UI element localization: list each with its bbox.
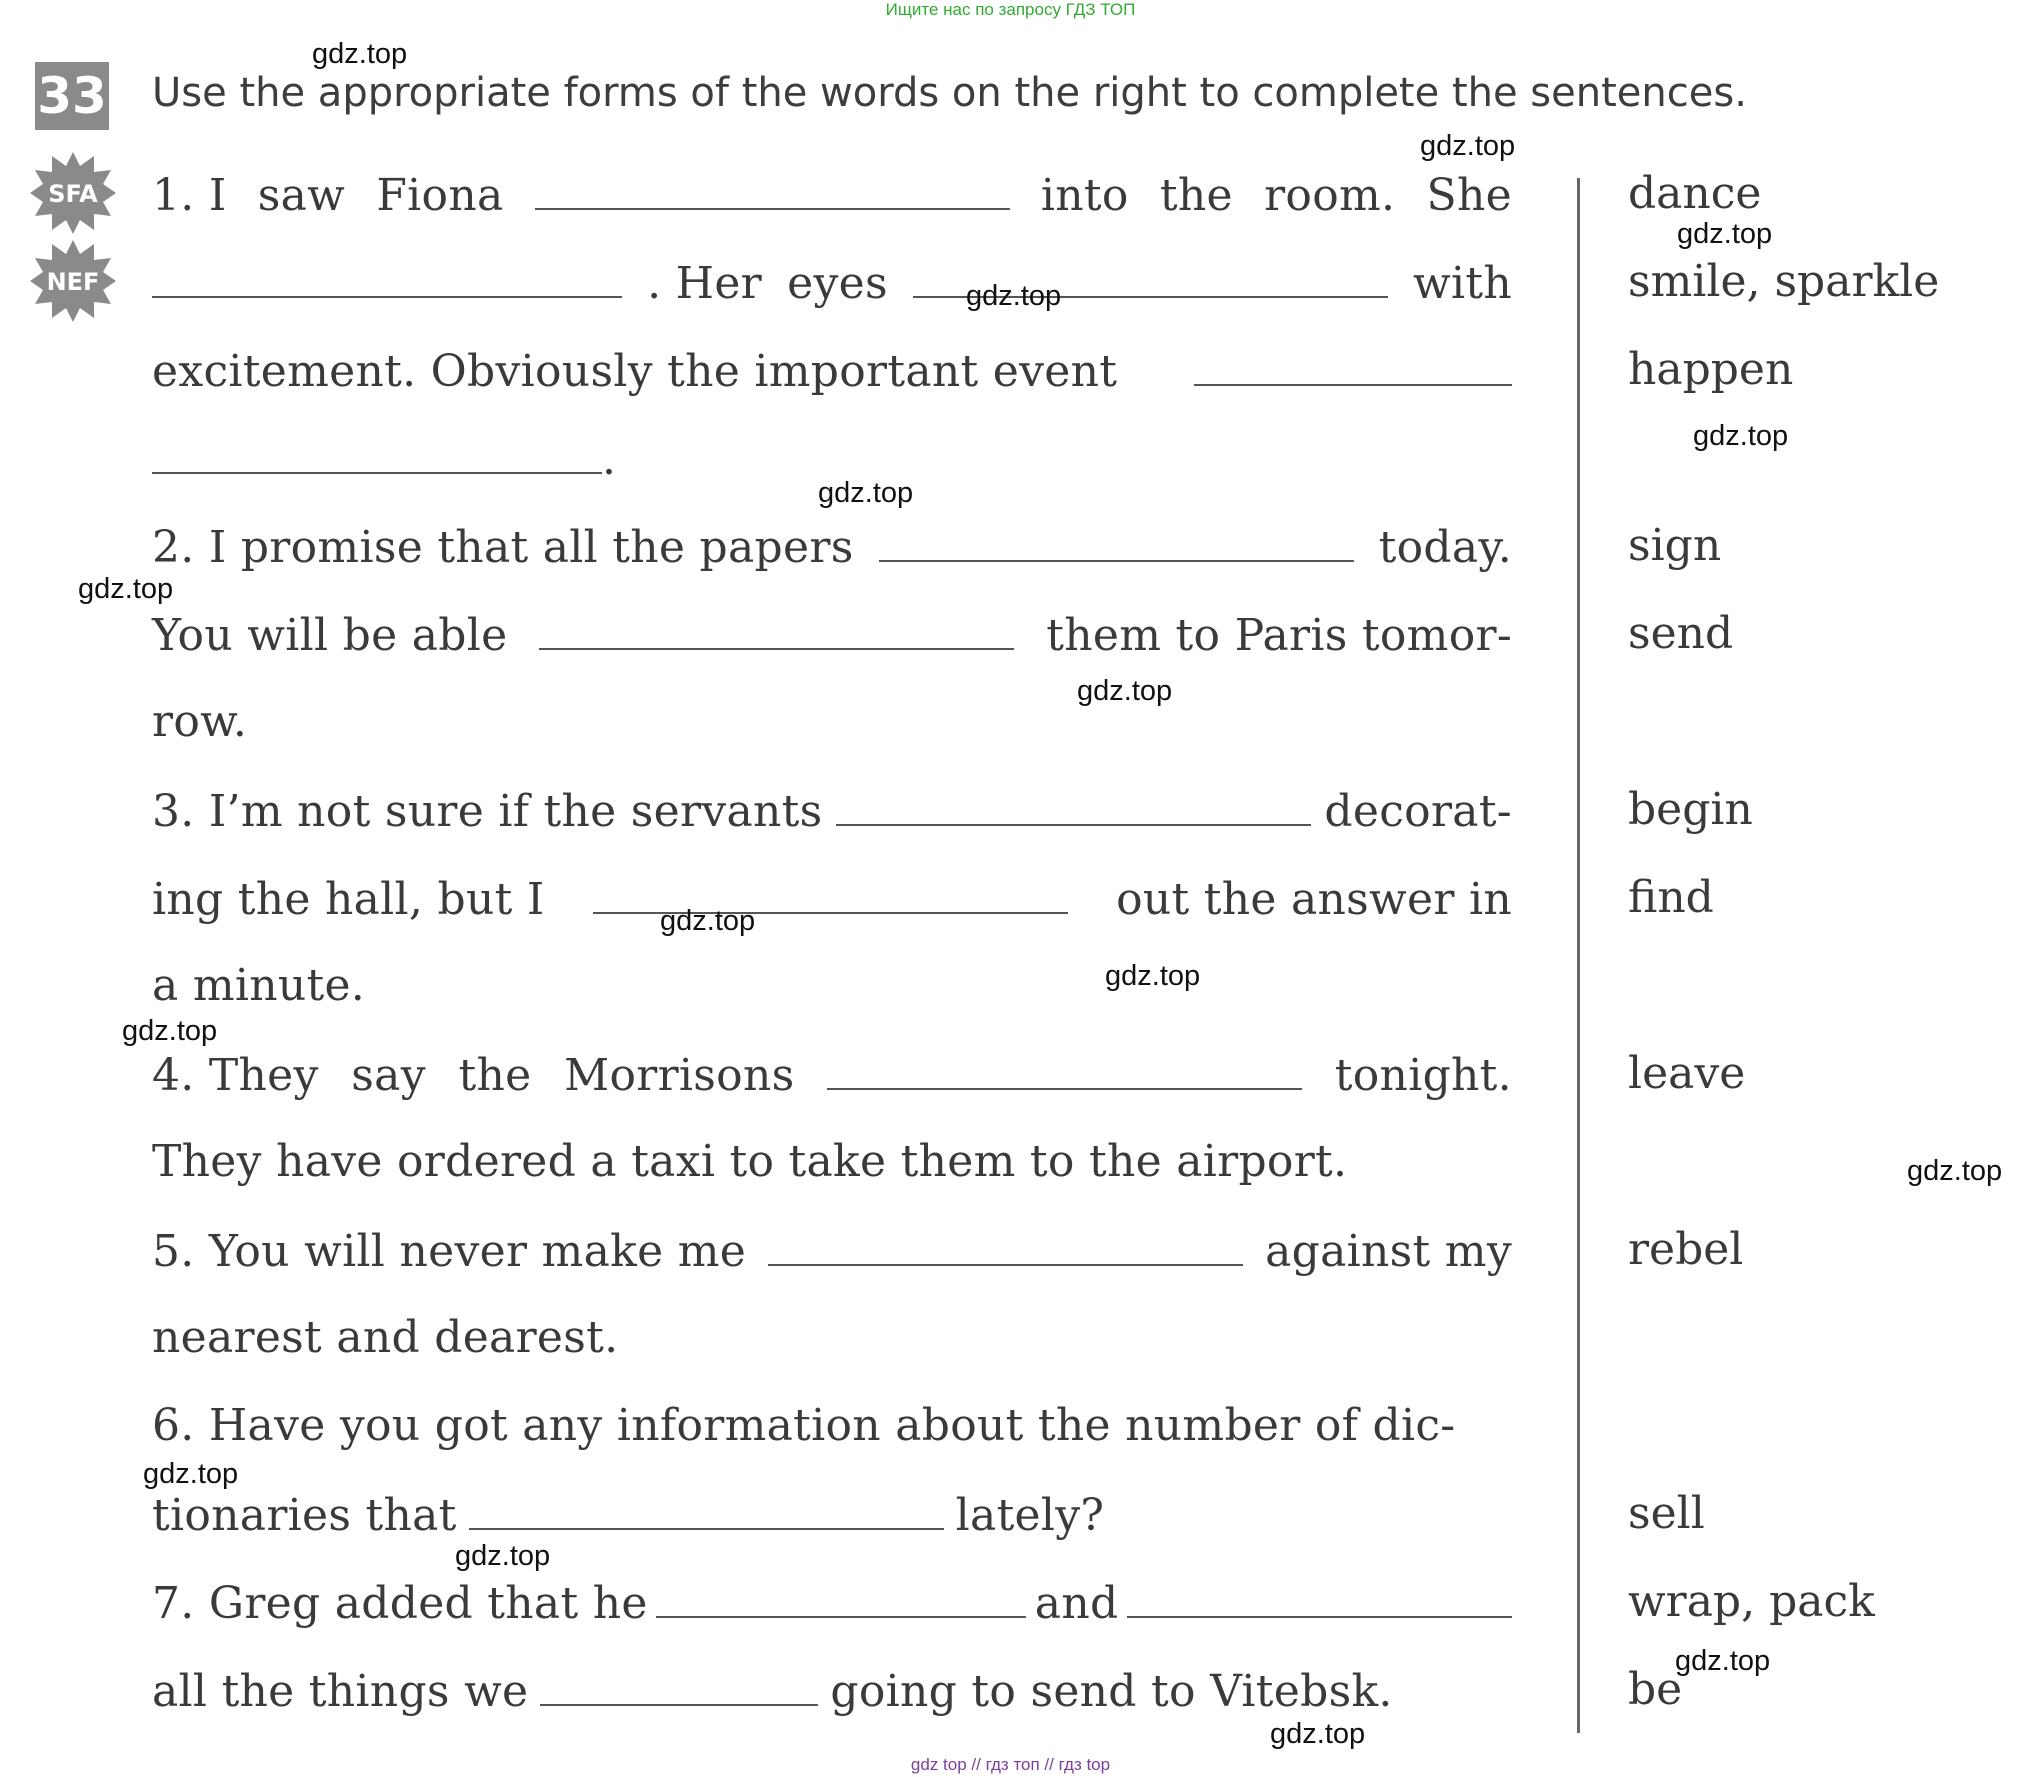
sentence-line-2: . Her eyes with [152,256,1512,316]
word-hint-3b: find [1628,872,1714,923]
sentence-line-9: ing the hall, but I out the answer in [152,873,1512,925]
nef-badge-label: NEF [46,268,100,296]
watermark: gdz.top [312,38,408,70]
watermark: gdz.top [122,1015,218,1047]
answer-blank[interactable] [836,784,1311,826]
sentence-line-13: 5. You will never make me against my [152,1225,1512,1277]
watermark: gdz.top [1675,1645,1771,1677]
column-divider [1577,178,1580,1733]
word-hint-1c: happen [1628,344,1794,395]
watermark: gdz.top [143,1458,239,1490]
word-hint-7: wrap, pack [1628,1576,1875,1627]
answer-blank[interactable] [1127,1576,1512,1618]
sentence-line-16: tionaries that lately? [152,1489,1105,1541]
word-hint-2: sign [1628,520,1722,571]
exercise-number: 33 [35,62,109,130]
nef-badge-icon [30,238,116,324]
sfa-badge-label: SFA [48,180,98,208]
sentence-line-11: 4. They say the Morrisons tonight. [152,1049,1512,1101]
top-banner: Ищите нас по запросу ГДЗ ТОП [885,0,1136,19]
sentence-line-15: 6. Have you got any information about the number of dic- [152,1400,1456,1451]
sentence-line-17: 7. Greg added that he and [152,1576,1512,1636]
sentence-line-8: 3. I’m not sure if the servants decorat- [152,785,1512,837]
watermark: gdz.top [1677,218,1773,250]
sentence-line-18: all the things we going to send to Vitebsk. [152,1665,1393,1717]
watermark: gdz.top [1077,675,1173,707]
answer-blank[interactable] [152,256,622,298]
answer-blank[interactable] [540,1664,818,1706]
word-hint-1: dance [1628,168,1762,219]
watermark: gdz.top [1420,130,1516,162]
answer-blank[interactable] [879,520,1354,562]
sentence-line-1: 1. I saw Fiona into the room. She [152,169,1512,221]
instruction: Use the appropriate forms of the words on the right to complete the sentences. [152,70,1747,116]
answer-blank[interactable] [656,1576,1026,1618]
word-hint-3: begin [1628,784,1753,835]
sentence-line-7: row. [152,696,248,747]
watermark: gdz.top [1270,1718,1366,1750]
word-hint-2b: send [1628,608,1734,659]
sentence-line-12: They have ordered a taxi to take them to the airport. [152,1136,1348,1187]
answer-blank[interactable] [469,1488,944,1530]
answer-blank[interactable] [1194,344,1512,386]
watermark: gdz.top [78,573,174,605]
word-hint-7b: be [1628,1664,1683,1715]
answer-blank[interactable] [152,432,602,474]
watermark: gdz.top [1693,420,1789,452]
watermark: gdz.top [455,1540,551,1572]
watermark: gdz.top [818,477,914,509]
sentence-line-6: You will be able them to Paris tomor- [152,609,1512,661]
sentence-line-14: nearest and dearest. [152,1312,619,1363]
answer-blank[interactable] [827,1048,1302,1090]
sentence-line-3: excitement. Obviously the important event [152,344,1512,404]
word-hint-4: leave [1628,1048,1746,1099]
watermark: gdz.top [966,280,1062,312]
sfa-badge-icon [30,150,116,236]
sentence-line-5: 2. I promise that all the papers today. [152,521,1512,573]
word-hint-5: rebel [1628,1224,1744,1275]
sentence-line-10: a minute. [152,960,366,1011]
answer-blank[interactable] [539,608,1014,650]
answer-blank[interactable] [768,1224,1243,1266]
sentence-line-4: . [152,432,1512,492]
answer-blank[interactable] [535,168,1010,210]
watermark: gdz.top [1907,1155,2003,1187]
word-hint-1b: smile, sparkle [1628,256,1940,307]
watermark: gdz.top [1105,960,1201,992]
word-hint-6: sell [1628,1488,1705,1539]
watermark: gdz.top [660,905,756,937]
bottom-banner: gdz top // гдз топ // гдз top [910,1755,1111,1774]
